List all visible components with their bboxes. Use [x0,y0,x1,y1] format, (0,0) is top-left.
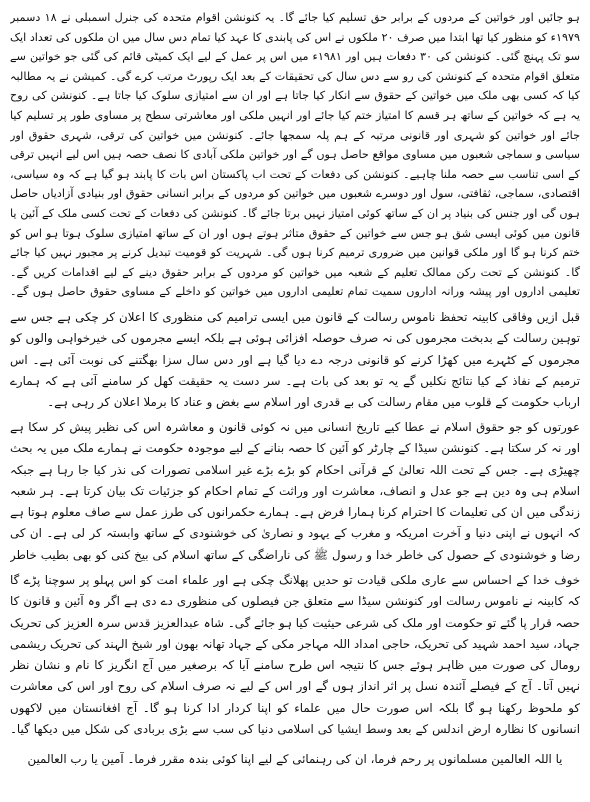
article-paragraph: خوف خدا کے احساس سے عاری ملکی قیادت تو حدیں پھلانگ چکی ہے اور علماء امت کو اس پہلو پر سوچنا پڑے گا کہ کابینہ نے ناموس رسالت اور کنونشن سیڈا سے متعلق جن فیصلوں کی منظوری دے دی ہے اگر وہ آئین و قانون کا حصہ قرار پا گئے تو حکومت اور ملک کی شرعی حیثیت کیا ہو جائے گی۔ شاہ عبدالعزیز قدس سرہ العزیز کی تحریک جہاد، سید احمد شہید کی تحریک، حاجی امداد اللہ مہاجر مکی کے جہاد تھانہ بھون اور شیخ الہند کی تحریک ریشمی رومال کی صورت میں ظاہر ہوئے جس کا نتیجہ اس طرح سامنے آیا کہ برصغیر میں آج انگریز کا نام و نشان نظر نہیں آتا۔ آج کے فیصلے آئندہ نسل پر اثر انداز ہوں گے اور اس کے لیے نہ صرف اسلام کی روح اور اس کی معاشرت کو ملحوظ رکھنا ہو گا بلکہ اس صورت حال میں علماء کو اپنا کردار ادا کرنا ہو گا۔ آج افغانستان میں لاکھوں انسانوں کا نظارہ ارض اندلس کے بعد وسط ایشیا کی اسلامی دنیا کی سب سے بڑی بربادی کی شکل میں دیکھا گیا۔ [10,573,580,737]
article-page [10,8,580,794]
article-paragraph: قبل ازیں وفاقی کابینہ تحفظ ناموس رسالت کے قانون میں ایسی ترامیم کی منظوری کا اعلان کر چکی ہے جس سے توہین رسالت کے بدبخت مجرموں کی نہ صرف حوصلہ افزائی ہوئی ہے بلکہ ایسے مجرموں کی خیرخواہی والوں کو مجرموں کے کٹہرے میں کھڑا کرنے کو قانونی درجہ دے دیا گیا ہے اور دس سال سزا بھگتنے کی نوبت آئی ہے۔ اس ترمیم کے نفاذ کے کیا نتائج نکلیں گے یہ تو بعد کی بات ہے۔ سر دست یہ حقیقت کھل کر سامنے آئی ہے کہ ہمارے ارباب حکومت کے قلوب میں مقام رسالت کی بے قدری اور اسلام سے بغض و عناد کا برملا اعلان کر رہی ہے۔ [10,310,580,410]
article-paragraph: عورتوں کو جو حقوق اسلام نے عطا کیے تاریخ انسانی میں نہ کوئی قانون و معاشرہ اس کی نظیر پیش کر سکا ہے اور نہ کر سکتا ہے۔ کنونشن سیڈا کے چارٹر کو آئین کا حصہ بنانے کے لیے موجودہ حکومت نے ہمارے ملک میں یہ بحث چھیڑی ہے۔ جس کے تحت اللہ تعالیٰ کے قرآنی احکام کو بڑے بڑے غیر اسلامی تصورات کی نذر کیا جا رہا ہے جبکہ اسلام ہی وہ دین ہے جو عدل و انصاف، معاشرت اور وراثت کے تمام احکام کو جزئیات تک بیان کرتا ہے۔ ہر شعبہ زندگی میں ان کی تعلیمات کا احترام کرنا ہمارا فرض ہے۔ ہمارے حکمرانوں کی طرز عمل سے صاف معلوم ہوتا ہے کہ انہوں نے اپنی دنیا و آخرت امریکہ و مغرب کے یہود و نصاریٰ کی خوشنودی کے ساتھ وابستہ کر لی ہے۔ ان کی رضا و خوشنودی کے حصول کی خاطر خدا و رسول ﷺ کی ناراضگی کے ساتھ اسلام کی بیخ کنی کو بھی بطیب خاطر [10,420,580,562]
closing-prayer: یا اللہ العالمین مسلمانوں پر رحم فرما، ان کی رہنمائی کے لیے اپنا کوئی بندہ مقرر فرما۔ آمین یا رب العالمین [27,752,563,766]
article-paragraph: ہو جائیں اور خواتین کے مردوں کے برابر حق تسلیم کیا جائے گا۔ یہ کنونشن اقوام متحدہ کی جنرل اسمبلی نے ۱۸ دسمبر ۱۹۷۹ء کو منظور کیا تھا ابتدا میں صرف ۲۰ ملکوں نے اس کی پابندی کا عہد کیا تمام دس سال میں ان ملکوں کی تعداد ایک سو تک پہنچ گئی۔ کنونشن کی ۳۰ دفعات ہیں اور ۱۹۸۱ء میں اس پر عمل کے لیے ایک کمیٹی قائم کی گئی جو خواتین سے متعلق اقوام متحدہ کے کنونشن کی رو سے دس سال کی تحقیقات کے بعد ایک رپورٹ مرتب کرے گی۔ کمیشن نے یہ مطالبہ کیا کہ کسی بھی ملک میں خواتین کے حقوق سے انکار کیا جاتا ہے اور ان سے امتیازی سلوک کیا جاتا ہے۔ کنونشن کی روح یہ ہے کہ خواتین کے ساتھ ہر قسم کا امتیاز ختم کیا جائے اور انہیں ملکی اور معاشرتی سطح پر مساوی طور پر تسلیم کیا جائے اور خواتین کو شہری اور قانونی مرتبہ کے ہم پلہ سمجھا جائے۔ کنونشن میں خواتین کی ترقی، شہری حقوق اور سیاسی و سماجی شعبوں میں مساوی مواقع حاصل ہوں گے اور خواتین ملکی آبادی کا نصف حصہ ہیں اس لیے انہیں ترقی کے اسی تناسب سے حصہ ملنا چاہیے۔ کنونشن کی دفعات کے تحت اب پاکستان اس بات کا پابند ہو گیا ہے کہ وہ سیاسی، اقتصادی، سماجی، ثقافتی، سول اور دوسرے شعبوں میں خواتین کو مردوں کے برابر انسانی حقوق اور بنیادی آزادیاں حاصل ہوں گی اور جنس کی بنیاد پر ان کے ساتھ کوئی امتیاز نہیں برتا جائے گا۔ کنونشن کی دفعات کے تحت کسی ملک کے آئین یا قانون میں کوئی ایسی شق ہو جس سے خواتین کے حقوق متاثر ہوتے ہوں اور ان کے ساتھ امتیازی سلوک ہوتا ہو اس کو ختم کرنا ہو گا اور ملکی قوانین میں ضروری ترمیم کرنا ہوں گی۔ شہریت کو قومیت تبدیل کرنے پر مجبور نہیں کیا جائے گا۔ کنونشن کے تحت رکن ممالک تعلیم کے شعبہ میں خواتین کو مردوں کے برابر حقوق دینے کے لیے اقدامات کریں گے۔ تعلیمی اداروں اور پیشہ ورانہ اداروں سمیت تمام تعلیمی اداروں میں خواتین کو داخلے کے مساوی حقوق حاصل ہوں گے۔ [10,11,580,299]
